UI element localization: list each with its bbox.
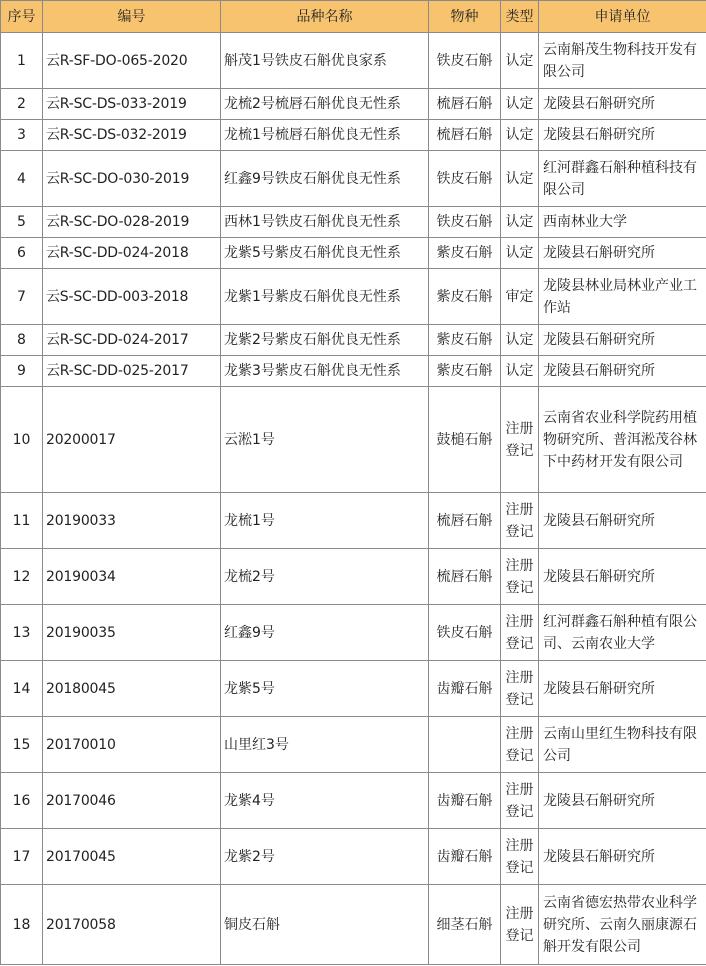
cell-type: 注册登记 (501, 717, 539, 773)
cell-index: 7 (1, 269, 43, 325)
table-row (1, 829, 706, 885)
table-row (1, 325, 706, 356)
cell-applicant: 龙陵县石斛研究所 (539, 89, 706, 120)
cell-applicant: 云南斛茂生物科技开发有限公司 (539, 33, 706, 89)
cell-applicant: 龙陵县石斛研究所 (539, 493, 706, 549)
cell-species: 梳唇石斛 (429, 549, 501, 605)
cell-variety-name: 龙紫4号 (221, 773, 429, 829)
cell-applicant: 云南山里红生物科技有限公司 (539, 717, 706, 773)
header-species: 物种 (429, 1, 501, 33)
cell-applicant: 龙陵县石斛研究所 (539, 549, 706, 605)
cell-variety-name: 红鑫9号铁皮石斛优良无性系 (221, 151, 429, 207)
cell-code: 云R-SC-DD-025-2017 (43, 356, 221, 387)
cell-species: 紫皮石斛 (429, 269, 501, 325)
header-index: 序号 (1, 1, 43, 33)
cell-variety-name: 龙梳2号梳唇石斛优良无性系 (221, 89, 429, 120)
cell-type: 认定 (501, 89, 539, 120)
cell-type: 注册登记 (501, 387, 539, 493)
cell-variety-name: 龙紫2号紫皮石斛优良无性系 (221, 325, 429, 356)
cell-type: 认定 (501, 151, 539, 207)
cell-variety-name: 云淞1号 (221, 387, 429, 493)
cell-index: 18 (1, 885, 43, 965)
cell-index: 11 (1, 493, 43, 549)
table-row (1, 120, 706, 151)
cell-type: 注册登记 (501, 661, 539, 717)
cell-index: 14 (1, 661, 43, 717)
cell-species: 梳唇石斛 (429, 120, 501, 151)
cell-index: 1 (1, 33, 43, 89)
header-variety-name: 品种名称 (221, 1, 429, 33)
cell-species: 梳唇石斛 (429, 493, 501, 549)
table-row (1, 151, 706, 207)
cell-applicant: 龙陵县石斛研究所 (539, 773, 706, 829)
table-row (1, 89, 706, 120)
cell-code: 20190034 (43, 549, 221, 605)
cell-index: 3 (1, 120, 43, 151)
cell-applicant: 红河群鑫石斛种植有限公司、云南农业大学 (539, 605, 706, 661)
cell-type: 认定 (501, 33, 539, 89)
cell-code: 云R-SF-DO-065-2020 (43, 33, 221, 89)
cell-applicant: 云南省农业科学院药用植物研究所、普洱淞茂谷林下中药材开发有限公司 (539, 387, 706, 493)
cell-variety-name: 龙紫2号 (221, 829, 429, 885)
cell-code: 云R-SC-DS-033-2019 (43, 89, 221, 120)
cell-applicant: 龙陵县石斛研究所 (539, 661, 706, 717)
cell-index: 12 (1, 549, 43, 605)
cell-species: 紫皮石斛 (429, 238, 501, 269)
cell-variety-name: 西林1号铁皮石斛优良无性系 (221, 207, 429, 238)
cell-species: 齿瓣石斛 (429, 661, 501, 717)
table-row (1, 717, 706, 773)
cell-variety-name: 红鑫9号 (221, 605, 429, 661)
cell-index: 6 (1, 238, 43, 269)
table-row (1, 661, 706, 717)
cell-species: 铁皮石斛 (429, 33, 501, 89)
header-applicant: 申请单位 (539, 1, 706, 33)
cell-species: 紫皮石斛 (429, 356, 501, 387)
cell-species: 紫皮石斛 (429, 325, 501, 356)
cell-species: 齿瓣石斛 (429, 829, 501, 885)
cell-applicant: 龙陵县石斛研究所 (539, 356, 706, 387)
header-code: 编号 (43, 1, 221, 33)
table-row (1, 207, 706, 238)
cell-type: 认定 (501, 238, 539, 269)
cell-variety-name: 山里红3号 (221, 717, 429, 773)
cell-applicant: 红河群鑫石斛种植科技有限公司 (539, 151, 706, 207)
cell-applicant: 龙陵县石斛研究所 (539, 120, 706, 151)
cell-code: 20190033 (43, 493, 221, 549)
table-row (1, 885, 706, 965)
cell-code: 20200017 (43, 387, 221, 493)
cell-code: 云R-SC-DO-030-2019 (43, 151, 221, 207)
cell-index: 17 (1, 829, 43, 885)
cell-type: 认定 (501, 356, 539, 387)
header-row (1, 1, 706, 33)
cell-species: 铁皮石斛 (429, 151, 501, 207)
cell-type: 注册登记 (501, 773, 539, 829)
cell-variety-name: 龙梳1号 (221, 493, 429, 549)
cell-code: 云R-SC-DD-024-2017 (43, 325, 221, 356)
cell-index: 9 (1, 356, 43, 387)
cell-code: 20170058 (43, 885, 221, 965)
header-type: 类型 (501, 1, 539, 33)
cell-index: 8 (1, 325, 43, 356)
cell-species: 梳唇石斛 (429, 89, 501, 120)
table-row (1, 605, 706, 661)
cell-variety-name: 铜皮石斛 (221, 885, 429, 965)
cell-variety-name: 龙紫3号紫皮石斛优良无性系 (221, 356, 429, 387)
table-row (1, 356, 706, 387)
table-row (1, 269, 706, 325)
cell-applicant: 龙陵县石斛研究所 (539, 325, 706, 356)
cell-code: 20180045 (43, 661, 221, 717)
cell-species: 鼓槌石斛 (429, 387, 501, 493)
cell-variety-name: 龙梳2号 (221, 549, 429, 605)
cell-species: 细茎石斛 (429, 885, 501, 965)
cell-applicant: 龙陵县石斛研究所 (539, 238, 706, 269)
cell-applicant: 西南林业大学 (539, 207, 706, 238)
cell-index: 2 (1, 89, 43, 120)
cell-type: 注册登记 (501, 493, 539, 549)
cell-code: 20170010 (43, 717, 221, 773)
cell-variety-name: 龙紫5号 (221, 661, 429, 717)
cell-applicant: 云南省德宏热带农业科学研究所、云南久丽康源石斛开发有限公司 (539, 885, 706, 965)
cell-type: 注册登记 (501, 605, 539, 661)
cell-variety-name: 斛茂1号铁皮石斛优良家系 (221, 33, 429, 89)
cell-code: 20170046 (43, 773, 221, 829)
cell-variety-name: 龙紫1号紫皮石斛优良无性系 (221, 269, 429, 325)
table-row (1, 493, 706, 549)
cell-code: 云R-SC-DO-028-2019 (43, 207, 221, 238)
cell-code: 云R-SC-DD-024-2018 (43, 238, 221, 269)
cell-applicant: 龙陵县林业局林业产业工作站 (539, 269, 706, 325)
table-row (1, 238, 706, 269)
cell-type: 审定 (501, 269, 539, 325)
cell-variety-name: 龙紫5号紫皮石斛优良无性系 (221, 238, 429, 269)
cell-type: 注册登记 (501, 885, 539, 965)
cell-index: 4 (1, 151, 43, 207)
table-row (1, 33, 706, 89)
cell-species: 铁皮石斛 (429, 605, 501, 661)
cell-index: 5 (1, 207, 43, 238)
cell-code: 20170045 (43, 829, 221, 885)
cell-index: 13 (1, 605, 43, 661)
cell-species (429, 717, 501, 773)
table-row (1, 773, 706, 829)
cell-index: 16 (1, 773, 43, 829)
cell-species: 铁皮石斛 (429, 207, 501, 238)
cell-index: 15 (1, 717, 43, 773)
cell-type: 认定 (501, 120, 539, 151)
cell-variety-name: 龙梳1号梳唇石斛优良无性系 (221, 120, 429, 151)
table-row (1, 549, 706, 605)
cell-type: 注册登记 (501, 829, 539, 885)
cell-code: 云S-SC-DD-003-2018 (43, 269, 221, 325)
cell-type: 注册登记 (501, 549, 539, 605)
cell-code: 云R-SC-DS-032-2019 (43, 120, 221, 151)
cell-index: 10 (1, 387, 43, 493)
cell-code: 20190035 (43, 605, 221, 661)
table-row (1, 387, 706, 493)
cell-type: 认定 (501, 207, 539, 238)
cell-type: 认定 (501, 325, 539, 356)
cell-applicant: 龙陵县石斛研究所 (539, 829, 706, 885)
cell-species: 齿瓣石斛 (429, 773, 501, 829)
